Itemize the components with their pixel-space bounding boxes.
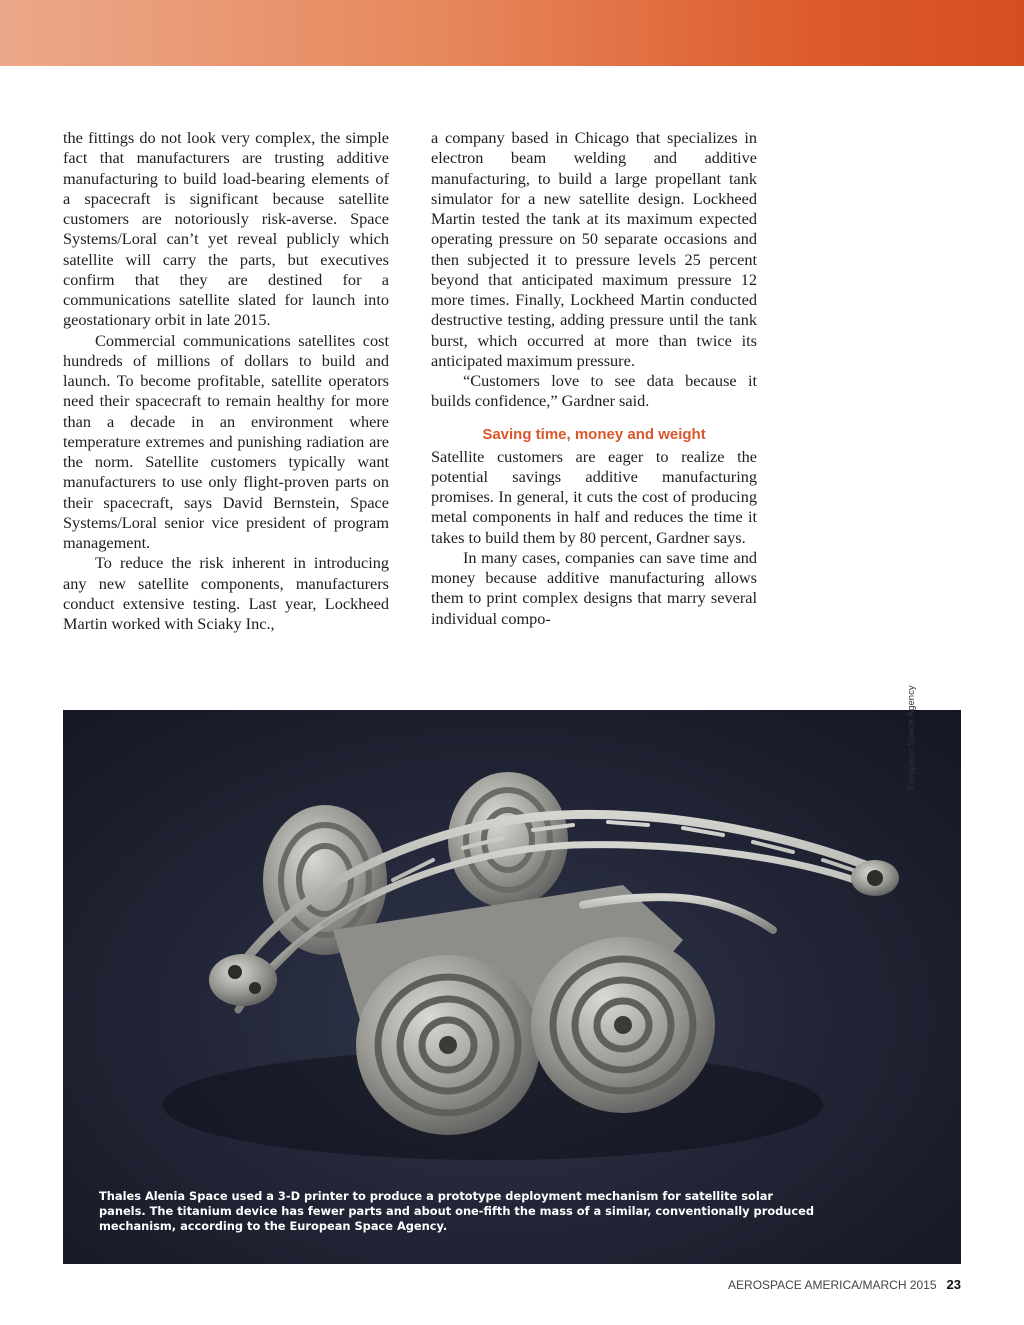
body-paragraph: a company based in Chicago that specializes in electron beam welding and additive manufacturing, to build a large propellant tank simulator for a new satellite design. Lockheed Martin tested the tank at its maximum expected operating pressure on 50 separate occasions and then subjected it to pressure levels 25 percent beyond that anticipated maximum pressure 12 more times. Finally, Lockheed Martin conducted destructive testing, adding pressure until the tank burst, which occurred at more than twice its anticipated maximum pressure. [431, 128, 757, 370]
front-spring-right [531, 937, 715, 1113]
body-paragraph: To reduce the risk inherent in introducing any new satellite components, manufacturers conduct extensive testing. Last year, Lockheed Martin worked with Sciaky Inc., [63, 553, 389, 633]
end-bracket-left [209, 954, 277, 1006]
body-paragraph: Satellite customers are eager to realize the potential savings additive manufacturing promises. In general, it cuts the cost of producing metal components in half and reduces the time it takes to build them by 80 percent, Gardner says. [431, 446, 757, 547]
page-footer [728, 1277, 961, 1292]
section-subhead: Saving time, money and weight [482, 425, 706, 443]
back-spring-right [448, 772, 568, 908]
header-color-band [0, 0, 1024, 66]
photo-caption: Thales Alenia Space used a 3-D printer to produce a prototype deployment mechanism for satellite solar panels. The titanium device has fewer parts and about one-fifth the mass of a similar, conventionally produced mechanism, according to the European Space Agency. [99, 1189, 815, 1233]
body-paragraph: In many cases, companies can save time and money because additive manufacturing allows them to print complex designs that marry several individual compo- [431, 547, 757, 628]
publication-line: AEROSPACE AMERICA/MARCH 2015 [728, 1278, 937, 1292]
page-number: 23 [946, 1277, 961, 1292]
article-column-right [431, 128, 757, 629]
body-paragraph: the fittings do not look very complex, the simple fact that manufacturers are trusting additive manufacturing to build load-bearing elements of a spacecraft is significant because satellite customers are notoriously risk-averse. Space Systems/Loral can’t yet reveal publicly which satellite will carry the parts, but executives confirm that they are destined for a communications satellite slated for launch into geostationary orbit in late 2015. [63, 128, 389, 330]
front-spring-left [356, 955, 540, 1135]
article-photo [63, 710, 961, 1264]
body-paragraph: Commercial communications satellites cost hundreds of millions of dollars to build and launch. To become profitable, satellite operators need their spacecraft to remain healthy for more than a decade in an environment where temperature extremes and punishing radiation are the norm. Satellite customers typically want manufacturers to use only flight-proven parts on their spacecraft, says David Bernstein, Space Systems/Loral senior vice president of program management. [63, 330, 389, 552]
body-paragraph: “Customers love to see data because it builds confidence,” Gardner said. [431, 371, 757, 411]
photo-credit: European Space Agency [906, 685, 917, 790]
deployment-mechanism-illustration [63, 710, 961, 1264]
article-column-left [63, 128, 389, 634]
end-bracket-right [851, 860, 899, 896]
